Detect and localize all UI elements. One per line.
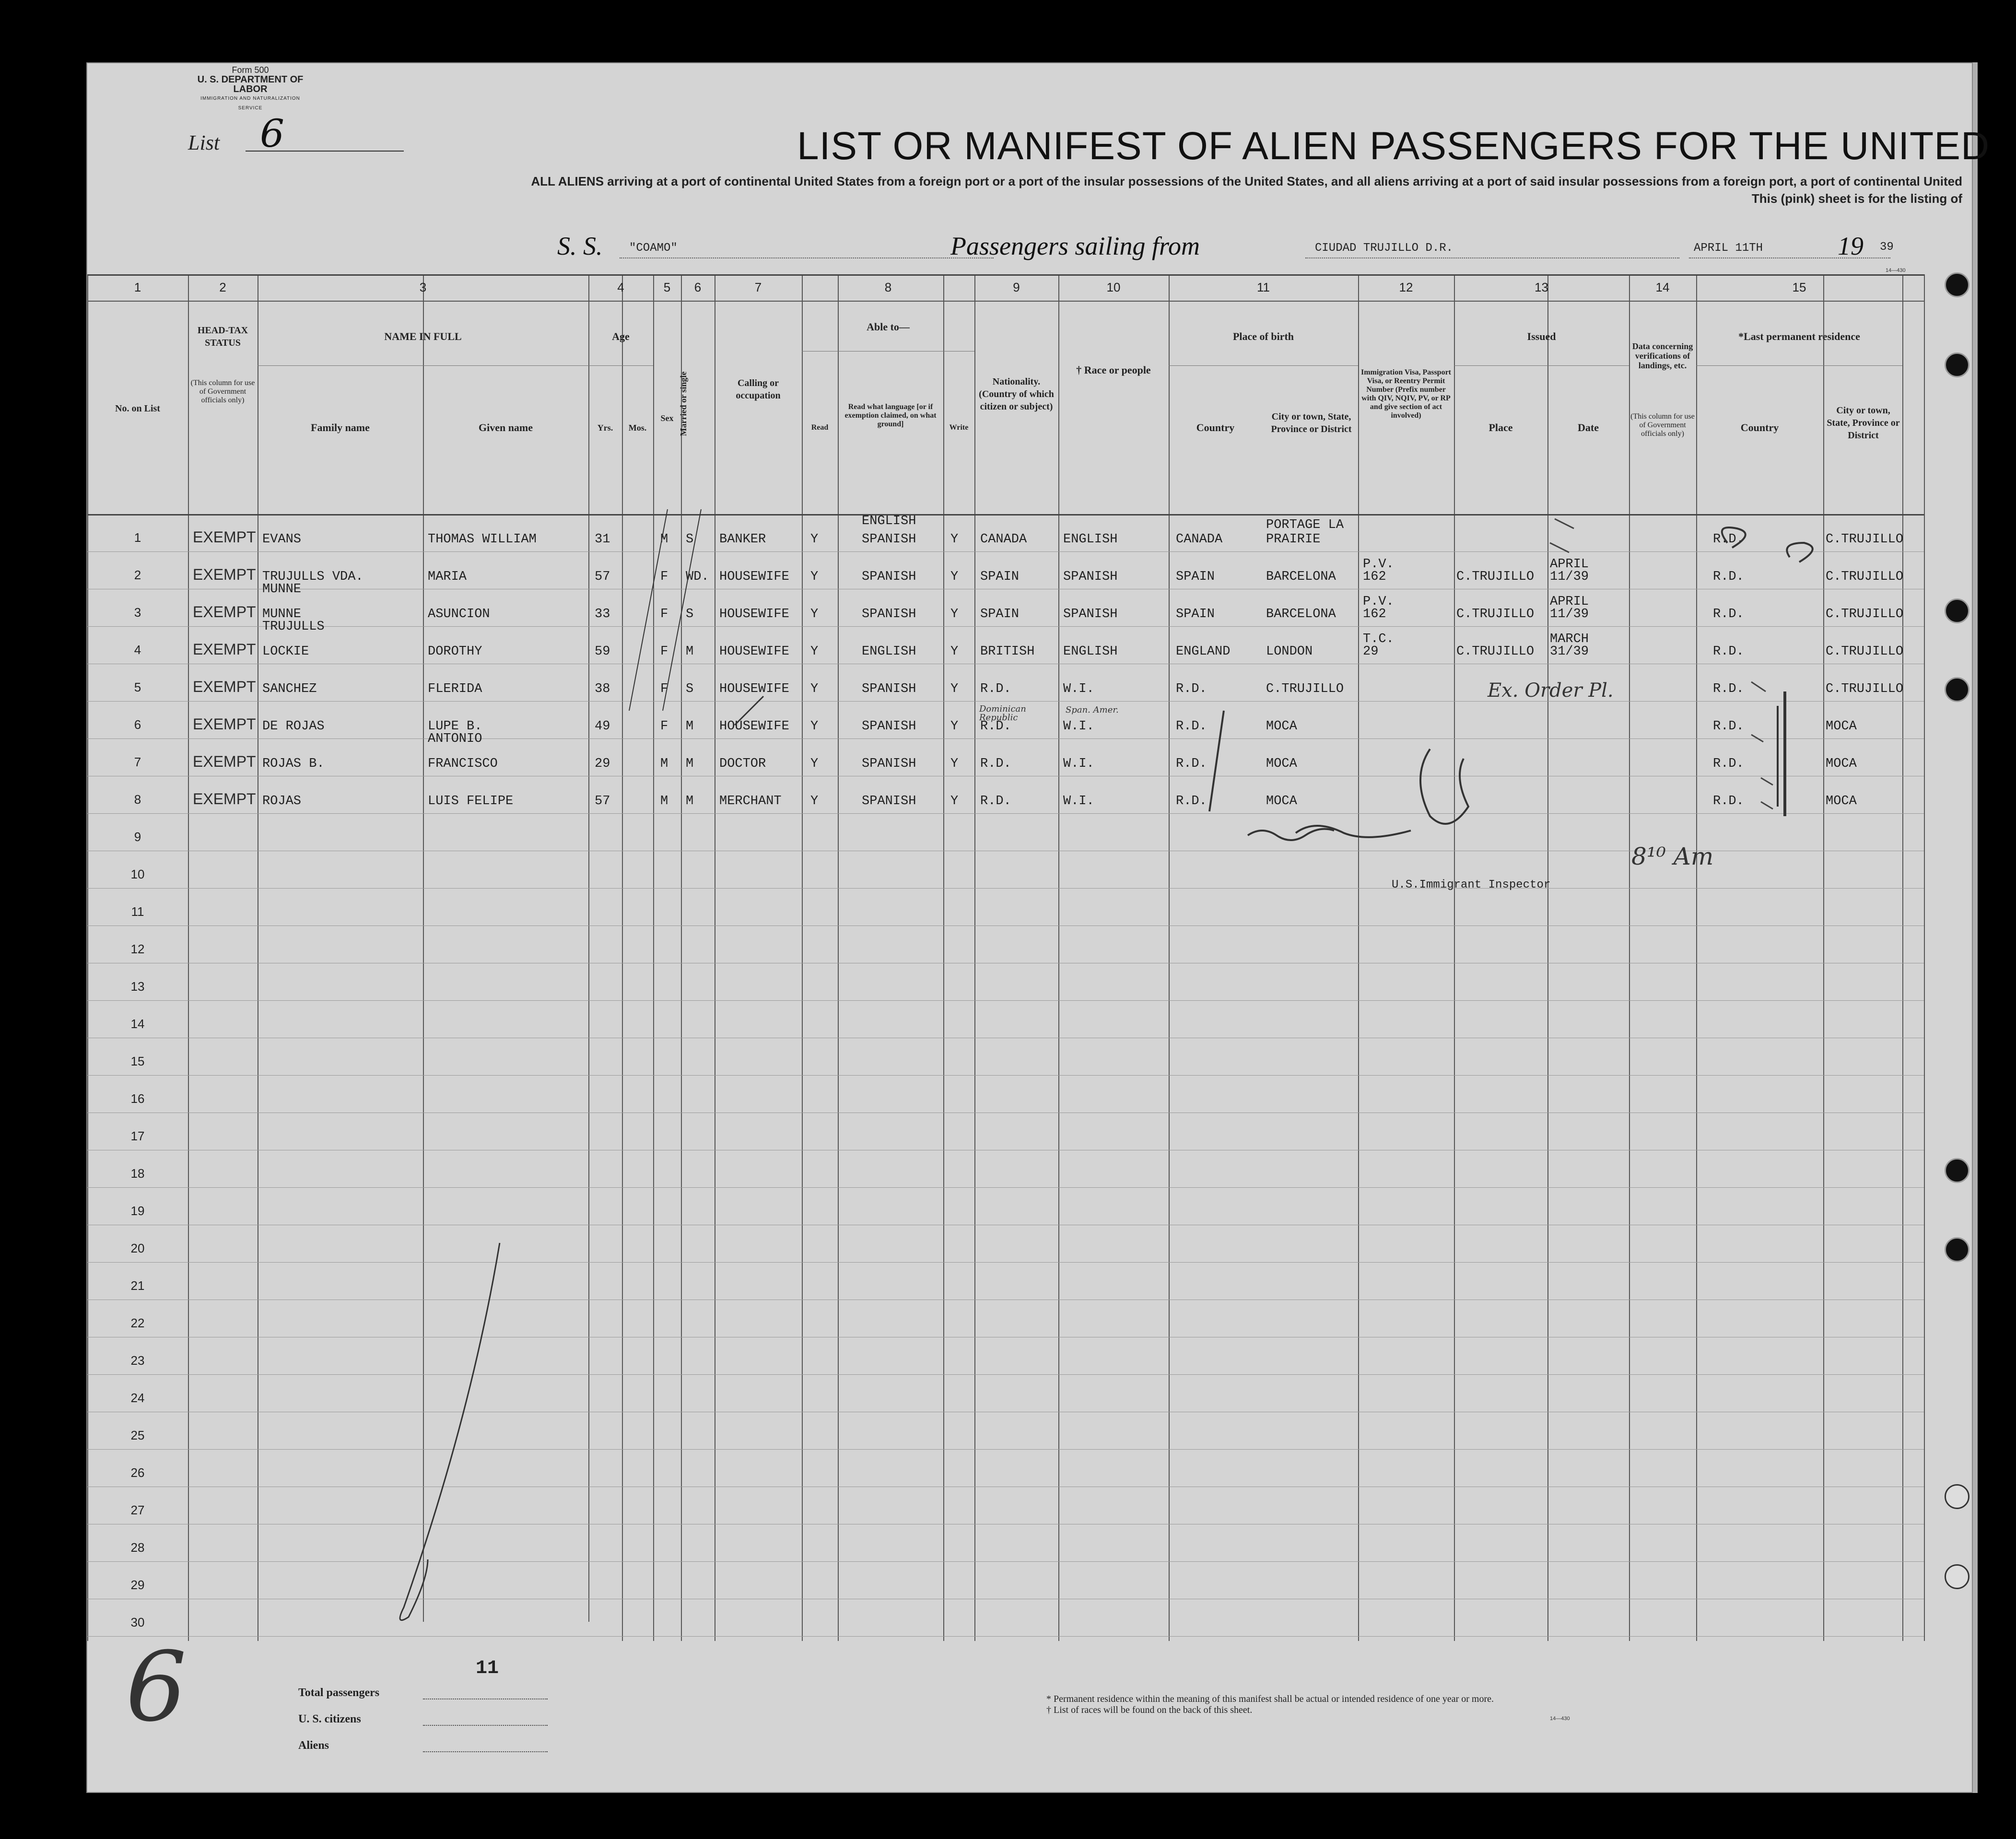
residence-city: MOCA bbox=[1826, 719, 1857, 734]
row-number: 15 bbox=[130, 1054, 145, 1068]
total-passengers-label: Total passengers bbox=[298, 1687, 380, 1699]
can-read: Y bbox=[810, 570, 819, 584]
read-language: SPANISH bbox=[862, 607, 916, 621]
marital-status: M bbox=[686, 719, 694, 734]
family-name: LOCKIE bbox=[262, 644, 309, 659]
head-tax-status: EXEMPT bbox=[193, 715, 256, 733]
birth-city: C.TRUJILLO bbox=[1266, 682, 1344, 696]
given-name: LUIS FELIPE bbox=[428, 794, 514, 808]
can-read: Y bbox=[810, 532, 819, 547]
header-nationality: Nationality. (Country of which citizen or subject) bbox=[979, 376, 1054, 412]
age-years: 33 bbox=[595, 607, 610, 621]
family-name: EVANS bbox=[262, 532, 302, 547]
col-num-15: 15 bbox=[1792, 280, 1806, 294]
occupation: MERCHANT bbox=[719, 794, 782, 808]
residence-country: R.D. bbox=[1713, 794, 1744, 808]
row-number: 17 bbox=[130, 1129, 145, 1143]
header-write: Write bbox=[949, 423, 969, 432]
row-number: 10 bbox=[130, 867, 145, 881]
row-number: 4 bbox=[134, 643, 141, 657]
race: SPANISH bbox=[1063, 607, 1118, 621]
read-language: SPANISH bbox=[862, 570, 916, 584]
header-issued: Issued bbox=[1527, 330, 1556, 342]
header-able-to: Able to— bbox=[867, 321, 910, 333]
age-years: 38 bbox=[595, 682, 610, 696]
binder-hole bbox=[1945, 352, 1969, 377]
residence-country: R.D. bbox=[1713, 757, 1744, 771]
row-number: 9 bbox=[134, 830, 141, 844]
birth-city: PORTAGE LA bbox=[1266, 518, 1344, 532]
head-tax-status: EXEMPT bbox=[193, 603, 256, 621]
family-name: ROJAS bbox=[262, 794, 302, 808]
head-tax-status: EXEMPT bbox=[193, 528, 256, 546]
given-name: FLERIDA bbox=[428, 682, 482, 696]
subtitle-line-2: This (pink) sheet is for the listing of bbox=[1751, 191, 1962, 206]
row-number: 6 bbox=[134, 717, 141, 732]
issued-place: C.TRUJILLO bbox=[1456, 570, 1535, 584]
head-tax-status: EXEMPT bbox=[193, 678, 256, 695]
page-title: LIST OR MANIFEST OF ALIEN PASSENGERS FOR THE UNITED bbox=[797, 124, 1990, 168]
residence-country: R.D. bbox=[1713, 532, 1744, 547]
header-family-name: Family name bbox=[311, 422, 370, 433]
visa-type: P.V. bbox=[1363, 595, 1394, 609]
col-num-10: 10 bbox=[1106, 280, 1121, 294]
race: W.I. bbox=[1063, 794, 1094, 808]
age-years: 57 bbox=[595, 794, 610, 808]
birth-country: ENGLAND bbox=[1176, 644, 1231, 659]
header-issued-place: Place bbox=[1489, 422, 1513, 433]
given-name: THOMAS WILLIAM bbox=[428, 532, 537, 547]
occupation: DOCTOR bbox=[719, 757, 766, 771]
col-num-6: 6 bbox=[694, 280, 702, 294]
ss-label: S. S. bbox=[557, 232, 603, 260]
col-num-9: 9 bbox=[1013, 280, 1020, 294]
aliens-line bbox=[423, 1751, 548, 1752]
family-name: TRUJULLS VDA. bbox=[262, 570, 363, 584]
binder-hole bbox=[1945, 1237, 1969, 1262]
col-num-4: 4 bbox=[617, 280, 624, 294]
issued-date-extra: 31/39 bbox=[1550, 644, 1589, 659]
row-number: 12 bbox=[130, 942, 145, 956]
birth-country: R.D. bbox=[1176, 682, 1207, 696]
birth-country: CANADA bbox=[1176, 532, 1223, 547]
header-head-tax: HEAD-TAX STATUS bbox=[197, 325, 248, 348]
nationality: SPAIN bbox=[980, 607, 1020, 621]
given-name: DOROTHY bbox=[428, 644, 482, 659]
family-name: MUNNE bbox=[262, 607, 302, 621]
birth-city-extra: PRAIRIE bbox=[1266, 532, 1321, 547]
header-res-country: Country bbox=[1740, 422, 1779, 433]
marital-status: WD. bbox=[686, 570, 709, 584]
service-name: IMMIGRATION AND NATURALIZATION SERVICE bbox=[200, 96, 300, 111]
residence-city: C.TRUJILLO bbox=[1826, 682, 1904, 696]
row-number: 19 bbox=[130, 1204, 145, 1218]
print-code: 14—430 bbox=[1886, 268, 1906, 273]
nationality: SPAIN bbox=[980, 570, 1020, 584]
birth-country: SPAIN bbox=[1176, 607, 1215, 621]
row-number: 28 bbox=[130, 1540, 145, 1555]
row-number: 8 bbox=[134, 792, 141, 807]
visa-number: 29 bbox=[1363, 644, 1379, 659]
issued-date: MARCH bbox=[1550, 632, 1589, 646]
family-name: SANCHEZ bbox=[262, 682, 317, 696]
ex-order-annotation: Ex. Order Pl. bbox=[1488, 679, 1614, 702]
race: ENGLISH bbox=[1063, 532, 1118, 547]
col-num-13: 13 bbox=[1535, 280, 1548, 294]
can-write: Y bbox=[950, 719, 959, 734]
family-name-extra: MUNNE bbox=[262, 582, 302, 597]
departure-date: APRIL 11TH bbox=[1694, 242, 1763, 255]
sex: F bbox=[660, 682, 668, 696]
read-language: ENGLISH bbox=[862, 644, 916, 659]
binder-hole bbox=[1945, 1158, 1969, 1183]
header-no-on-list: No. on List bbox=[115, 403, 160, 414]
family-name-extra: TRUJULLS bbox=[262, 620, 325, 634]
race: ENGLISH bbox=[1063, 644, 1118, 659]
residence-city: C.TRUJILLO bbox=[1826, 644, 1904, 659]
occupation: HOUSEWIFE bbox=[719, 644, 789, 659]
header-data-concerning: Data concerning verifications of landings, etc. bbox=[1632, 341, 1693, 370]
binder-hole bbox=[1945, 677, 1969, 702]
sex: M bbox=[660, 757, 668, 771]
race: W.I. bbox=[1063, 719, 1094, 734]
sex: F bbox=[660, 607, 668, 621]
age-years: 59 bbox=[595, 644, 610, 659]
birth-country: R.D. bbox=[1176, 719, 1207, 734]
header-last-residence: *Last permanent residence bbox=[1738, 330, 1860, 342]
residence-city: C.TRUJILLO bbox=[1826, 532, 1904, 547]
header-place-of-birth: Place of birth bbox=[1232, 330, 1294, 342]
sex: F bbox=[660, 719, 668, 734]
marital-status: S bbox=[686, 532, 694, 547]
binder-hole bbox=[1945, 272, 1969, 297]
can-write: Y bbox=[950, 757, 959, 771]
us-citizens-line bbox=[423, 1725, 548, 1726]
header-married: Married or single bbox=[679, 371, 688, 436]
can-write: Y bbox=[950, 644, 959, 659]
header-res-city: City or town, State, Province or District bbox=[1827, 405, 1900, 441]
family-name: ROJAS B. bbox=[262, 757, 325, 771]
age-years: 49 bbox=[595, 719, 610, 734]
issued-place: C.TRUJILLO bbox=[1456, 607, 1535, 621]
ship-name: "COAMO" bbox=[629, 242, 678, 255]
birth-city: LONDON bbox=[1266, 644, 1313, 659]
issued-date: APRIL bbox=[1550, 595, 1589, 609]
visa-type: T.C. bbox=[1363, 632, 1394, 646]
given-name: ASUNCION bbox=[428, 607, 490, 621]
row-number: 25 bbox=[130, 1428, 145, 1442]
sex: F bbox=[660, 644, 668, 659]
header-head-tax-note: (This column for use of Government officials only) bbox=[190, 379, 255, 404]
sex: M bbox=[660, 794, 668, 808]
inspector-title: U.S.Immigrant Inspector bbox=[1392, 879, 1551, 891]
handwritten-corner-number: 6 bbox=[126, 1631, 187, 1743]
marital-status: S bbox=[686, 607, 694, 621]
row-number: 16 bbox=[130, 1091, 145, 1106]
row-number: 3 bbox=[134, 605, 141, 620]
nationality: BRITISH bbox=[980, 644, 1035, 659]
row-number: 7 bbox=[134, 755, 141, 769]
issued-place: C.TRUJILLO bbox=[1456, 644, 1535, 659]
residence-city: MOCA bbox=[1826, 794, 1857, 808]
col-num-7: 7 bbox=[754, 280, 762, 294]
subtitle-line-1: ALL ALIENS arriving at a port of continental United States from a foreign port or a port of the insular possessions of the United States, and all aliens arriving at a port of said insular possessions from a foreign port, a port of continental United bbox=[531, 174, 1962, 188]
col-num-8: 8 bbox=[884, 280, 892, 294]
row-number: 13 bbox=[130, 979, 145, 994]
visa-number: 162 bbox=[1363, 607, 1386, 621]
footnotes bbox=[1046, 1694, 1766, 1722]
list-number: 6 bbox=[260, 111, 284, 156]
occupation: BANKER bbox=[719, 532, 766, 547]
header-mos: Mos. bbox=[628, 423, 647, 433]
issued-date-extra: 11/39 bbox=[1550, 607, 1589, 621]
departure-port: CIUDAD TRUJILLO D.R. bbox=[1315, 242, 1453, 255]
head-tax-status: EXEMPT bbox=[193, 641, 256, 658]
time-annotation: 8¹⁰ Am bbox=[1631, 843, 1714, 870]
row-number: 1 bbox=[134, 530, 141, 545]
row-number: 24 bbox=[130, 1391, 145, 1405]
can-write: Y bbox=[950, 682, 959, 696]
given-name: FRANCISCO bbox=[428, 757, 498, 771]
header-name-in-full: NAME IN FULL bbox=[384, 330, 462, 342]
head-tax-status: EXEMPT bbox=[193, 753, 256, 770]
residence-country: R.D. bbox=[1713, 719, 1744, 734]
list-label: List bbox=[188, 131, 220, 154]
header-read: Read bbox=[811, 423, 829, 432]
can-write: Y bbox=[950, 794, 959, 808]
residence-city: C.TRUJILLO bbox=[1826, 570, 1904, 584]
header-age: Age bbox=[612, 330, 630, 342]
total-passengers-line bbox=[423, 1698, 548, 1699]
visa-number: 162 bbox=[1363, 570, 1386, 584]
form-identifier bbox=[188, 65, 313, 113]
race: W.I. bbox=[1063, 757, 1094, 771]
age-years: 57 bbox=[595, 570, 610, 584]
read-language-extra: SPANISH bbox=[862, 532, 916, 547]
issued-date: APRIL bbox=[1550, 557, 1589, 572]
row-number: 27 bbox=[130, 1503, 145, 1517]
birth-country: R.D. bbox=[1176, 757, 1207, 771]
residence-country: R.D. bbox=[1713, 570, 1744, 584]
birth-city: BARCELONA bbox=[1266, 570, 1336, 584]
birth-city: BARCELONA bbox=[1266, 607, 1336, 621]
row-number: 5 bbox=[134, 680, 141, 694]
residence-country: R.D. bbox=[1713, 682, 1744, 696]
handwriting-marks bbox=[87, 274, 1972, 1641]
can-write: Y bbox=[950, 570, 959, 584]
birth-city: MOCA bbox=[1266, 757, 1297, 771]
hw-race: Span. Amer. bbox=[1066, 705, 1119, 715]
birth-city: MOCA bbox=[1266, 794, 1297, 808]
nationality: R.D. bbox=[980, 794, 1011, 808]
list-underline bbox=[246, 151, 404, 152]
age-years: 29 bbox=[595, 757, 610, 771]
sex: M bbox=[660, 532, 668, 547]
row-number: 29 bbox=[130, 1578, 145, 1592]
footnote-races: † List of races will be found on the back of this sheet. bbox=[1046, 1705, 1253, 1715]
handwritten-count: 11 bbox=[476, 1658, 499, 1679]
head-tax-status: EXEMPT bbox=[193, 790, 256, 808]
can-read: Y bbox=[810, 719, 819, 734]
family-name: DE ROJAS bbox=[262, 719, 325, 734]
can-read: Y bbox=[810, 644, 819, 659]
read-language: SPANISH bbox=[862, 757, 916, 771]
birth-country: R.D. bbox=[1176, 794, 1207, 808]
occupation: HOUSEWIFE bbox=[719, 682, 789, 696]
given-name-extra: ANTONIO bbox=[428, 732, 482, 746]
aliens-label: Aliens bbox=[298, 1739, 329, 1752]
year-prefix: 19 bbox=[1838, 232, 1864, 260]
row-number: 2 bbox=[134, 568, 141, 582]
header-visa: Immigration Visa, Passport Visa, or Reentry Permit Number (Prefix number with QIV, NQIV, PV, or RP and give section of act involved) bbox=[1361, 368, 1451, 420]
can-read: Y bbox=[810, 757, 819, 771]
residence-city: MOCA bbox=[1826, 757, 1857, 771]
col-num-1: 1 bbox=[134, 280, 141, 294]
row-number: 22 bbox=[130, 1316, 145, 1330]
header-birth-country: Country bbox=[1196, 422, 1235, 433]
read-language: SPANISH bbox=[862, 794, 916, 808]
nationality: R.D. bbox=[980, 682, 1011, 696]
marital-status: S bbox=[686, 682, 694, 696]
col-num-2: 2 bbox=[219, 280, 226, 294]
issued-date-extra: 11/39 bbox=[1550, 570, 1589, 584]
year-suffix: 39 bbox=[1880, 241, 1894, 254]
can-read: Y bbox=[810, 682, 819, 696]
col-num-11: 11 bbox=[1257, 280, 1270, 294]
subtitle bbox=[452, 173, 1962, 207]
can-write: Y bbox=[950, 532, 959, 547]
read-language: ENGLISH bbox=[862, 514, 916, 528]
sailing-label: Passengers sailing from bbox=[950, 232, 1200, 260]
col-num-14: 14 bbox=[1655, 280, 1670, 294]
header-race: † Race or people bbox=[1076, 364, 1151, 376]
can-write: Y bbox=[950, 607, 959, 621]
birth-city: MOCA bbox=[1266, 719, 1297, 734]
occupation: HOUSEWIFE bbox=[719, 719, 789, 734]
read-language: SPANISH bbox=[862, 682, 916, 696]
nationality: R.D. bbox=[980, 757, 1011, 771]
row-number: 18 bbox=[130, 1166, 145, 1181]
header-sex: Sex bbox=[660, 413, 674, 423]
race: W.I. bbox=[1063, 682, 1094, 696]
binder-hole bbox=[1945, 1484, 1969, 1509]
age-years: 31 bbox=[595, 532, 610, 547]
nationality: R.D. bbox=[980, 719, 1011, 734]
row-number: 20 bbox=[130, 1241, 145, 1255]
row-number: 21 bbox=[130, 1278, 145, 1293]
us-citizens-label: U. S. citizens bbox=[298, 1713, 361, 1725]
binder-hole bbox=[1945, 1564, 1969, 1589]
col-num-3: 3 bbox=[419, 280, 427, 294]
manifest-sheet bbox=[86, 62, 1990, 1793]
col-num-5: 5 bbox=[663, 280, 671, 294]
header-given-name: Given name bbox=[478, 422, 533, 433]
sex: F bbox=[660, 570, 668, 584]
col-num-12: 12 bbox=[1399, 280, 1413, 294]
given-name: LUPE B. bbox=[428, 719, 482, 734]
visa-type: P.V. bbox=[1363, 557, 1394, 572]
marital-status: M bbox=[686, 794, 694, 808]
hw-nationality: Dominican Republic bbox=[979, 704, 1026, 723]
header-data-note: (This column for use of Government officials only) bbox=[1630, 412, 1695, 438]
header-read-language: Read what language [or if exemption claimed, on what ground] bbox=[844, 403, 937, 428]
given-name: MARIA bbox=[428, 570, 467, 584]
form-number: Form 500 bbox=[232, 65, 269, 75]
row-number: 26 bbox=[130, 1465, 145, 1480]
marital-status: M bbox=[686, 644, 694, 659]
nationality: CANADA bbox=[980, 532, 1027, 547]
department-name: U. S. DEPARTMENT OF LABOR bbox=[197, 74, 304, 94]
residence-country: R.D. bbox=[1713, 644, 1744, 659]
read-language: SPANISH bbox=[862, 719, 916, 734]
occupation: HOUSEWIFE bbox=[719, 570, 789, 584]
residence-country: R.D. bbox=[1713, 607, 1744, 621]
birth-country: SPAIN bbox=[1176, 570, 1215, 584]
row-number: 14 bbox=[130, 1017, 145, 1031]
marital-status: M bbox=[686, 757, 694, 771]
race: SPANISH bbox=[1063, 570, 1118, 584]
header-issued-date: Date bbox=[1578, 422, 1599, 433]
head-tax-status: EXEMPT bbox=[193, 566, 256, 583]
can-read: Y bbox=[810, 794, 819, 808]
header-yrs: Yrs. bbox=[597, 423, 613, 433]
occupation: HOUSEWIFE bbox=[719, 607, 789, 621]
binder-hole bbox=[1945, 598, 1969, 623]
header-calling: Calling or occupation bbox=[736, 378, 781, 401]
header-birth-city: City or town, State, Province or District bbox=[1271, 411, 1352, 434]
footnote-residence: * Permanent residence within the meaning of this manifest shall be actual or intended residence of one year or more. bbox=[1046, 1694, 1494, 1704]
footer-code: 14—430 bbox=[1550, 1716, 1570, 1722]
row-number: 23 bbox=[130, 1353, 145, 1368]
can-read: Y bbox=[810, 607, 819, 621]
row-number: 11 bbox=[131, 904, 144, 919]
row-number: 30 bbox=[130, 1615, 145, 1629]
residence-city: C.TRUJILLO bbox=[1826, 607, 1904, 621]
